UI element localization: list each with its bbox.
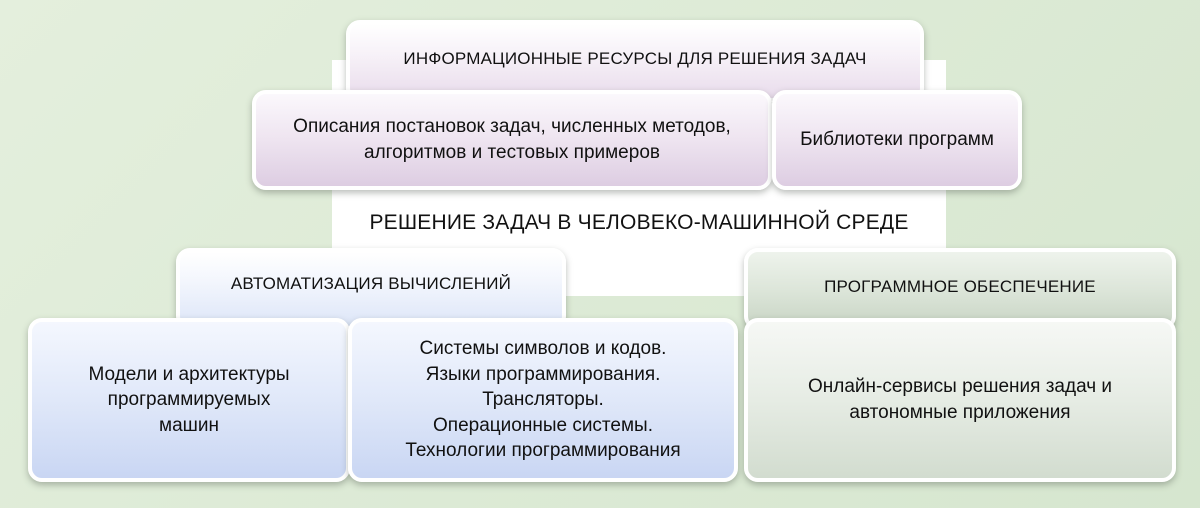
automation-header-label: АВТОМАТИЗАЦИЯ ВЫЧИСЛЕНИЙ xyxy=(230,273,512,293)
task-descriptions-line: алгоритмов и тестовых примеров xyxy=(364,142,660,163)
task-descriptions-text xyxy=(293,114,731,165)
software-header-label: ПРОГРАММНОЕ ОБЕСПЕЧЕНИЕ xyxy=(824,276,1096,296)
machine-models-box xyxy=(28,318,350,482)
symbol-systems-text xyxy=(405,336,680,464)
symbol-systems-line: Языки программирования. xyxy=(425,363,661,385)
symbol-systems-box xyxy=(348,318,738,482)
symbol-systems-line: Трансляторы. xyxy=(482,389,604,411)
online-services-box xyxy=(744,318,1176,482)
online-services-line: автономные приложения xyxy=(849,402,1071,423)
program-libraries-box xyxy=(772,90,1022,190)
machine-models-text xyxy=(88,362,289,439)
machine-models-line: Модели и архитектуры xyxy=(88,363,290,385)
symbol-systems-line: Системы символов и кодов. xyxy=(419,337,667,359)
task-descriptions-box xyxy=(252,90,772,190)
center-title xyxy=(332,203,946,243)
center-title-text: РЕШЕНИЕ ЗАДАЧ В ЧЕЛОВЕКО-МАШИННОЙ СРЕДЕ xyxy=(369,211,909,234)
symbol-systems-line: Технологии программирования xyxy=(405,440,681,462)
machine-models-line: машин xyxy=(159,414,219,436)
program-libraries-label: Библиотеки программ xyxy=(800,129,994,151)
online-services-text xyxy=(808,374,1112,425)
task-descriptions-line: Описания постановок задач, численных методов, xyxy=(293,116,731,138)
machine-models-line: программируемых xyxy=(107,389,271,411)
online-services-line: Онлайн-сервисы решения задач и xyxy=(807,376,1113,398)
symbol-systems-line: Операционные системы. xyxy=(433,414,653,436)
info-resources-header-label: ИНФОРМАЦИОННЫЕ РЕСУРСЫ ДЛЯ РЕШЕНИЯ ЗАДАЧ xyxy=(403,48,867,68)
